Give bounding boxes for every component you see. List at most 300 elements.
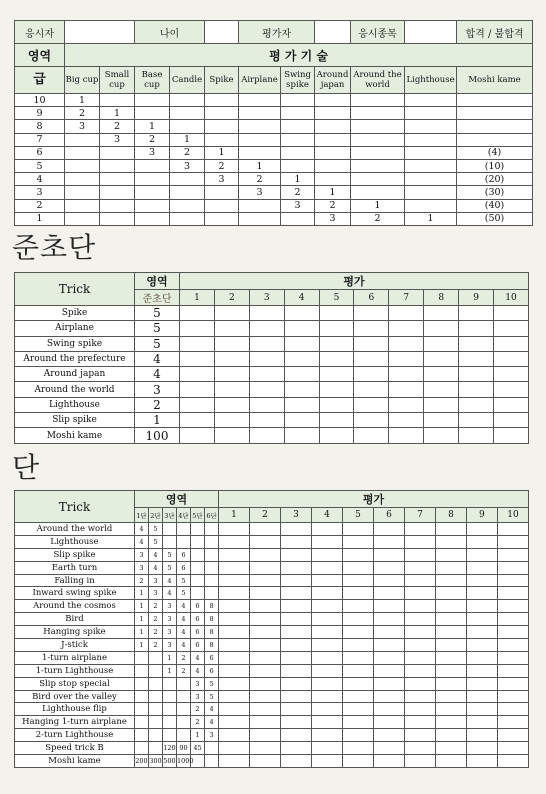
- eval-cell[interactable]: [373, 703, 404, 716]
- eval-cell[interactable]: [466, 523, 497, 536]
- eval-cell[interactable]: [404, 664, 435, 677]
- eval-cell[interactable]: [497, 729, 528, 742]
- eval-cell[interactable]: [424, 321, 459, 336]
- eval-cell[interactable]: [497, 639, 528, 652]
- eval-cell[interactable]: [494, 382, 529, 397]
- eval-cell[interactable]: [281, 639, 312, 652]
- eval-cell[interactable]: [404, 600, 435, 613]
- eval-cell[interactable]: [214, 306, 249, 321]
- eval-cell[interactable]: [319, 413, 354, 428]
- eval-cell[interactable]: [342, 548, 373, 561]
- eval-cell[interactable]: [435, 600, 466, 613]
- eval-cell[interactable]: [373, 690, 404, 703]
- eval-cell[interactable]: [180, 413, 215, 428]
- eval-cell[interactable]: [312, 729, 343, 742]
- eval-cell[interactable]: [466, 716, 497, 729]
- eval-cell[interactable]: [435, 651, 466, 664]
- eval-cell[interactable]: [354, 321, 389, 336]
- eval-cell[interactable]: [459, 382, 494, 397]
- eval-cell[interactable]: [250, 755, 281, 768]
- eval-cell[interactable]: [435, 626, 466, 639]
- eval-cell[interactable]: [312, 574, 343, 587]
- eval-cell[interactable]: [497, 664, 528, 677]
- eval-cell[interactable]: [250, 716, 281, 729]
- eval-cell[interactable]: [373, 600, 404, 613]
- eval-cell[interactable]: [281, 548, 312, 561]
- eval-cell[interactable]: [373, 561, 404, 574]
- eval-cell[interactable]: [435, 574, 466, 587]
- eval-cell[interactable]: [284, 382, 319, 397]
- eval-cell[interactable]: [354, 367, 389, 382]
- eval-cell[interactable]: [319, 321, 354, 336]
- eval-cell[interactable]: [424, 367, 459, 382]
- eval-cell[interactable]: [373, 587, 404, 600]
- eval-cell[interactable]: [404, 548, 435, 561]
- eval-cell[interactable]: [214, 351, 249, 366]
- eval-cell[interactable]: [497, 677, 528, 690]
- eval-cell[interactable]: [404, 677, 435, 690]
- eval-cell[interactable]: [373, 626, 404, 639]
- eval-cell[interactable]: [435, 755, 466, 768]
- eval-cell[interactable]: [435, 742, 466, 755]
- eval-cell[interactable]: [494, 428, 529, 443]
- eval-cell[interactable]: [249, 413, 284, 428]
- eval-cell[interactable]: [354, 351, 389, 366]
- skill-cell: (4): [457, 146, 533, 159]
- eval-cell[interactable]: [435, 690, 466, 703]
- eval-cell[interactable]: [312, 639, 343, 652]
- eval-cell[interactable]: [249, 428, 284, 443]
- eval-cell[interactable]: [284, 397, 319, 412]
- eval-cell[interactable]: [373, 677, 404, 690]
- eval-cell[interactable]: [497, 548, 528, 561]
- eval-cell[interactable]: [250, 703, 281, 716]
- eval-cell[interactable]: [497, 587, 528, 600]
- eval-cell[interactable]: [312, 523, 343, 536]
- eval-cell[interactable]: [219, 561, 250, 574]
- eval-cell[interactable]: [373, 716, 404, 729]
- eval-cell[interactable]: [342, 690, 373, 703]
- eval-cell[interactable]: [459, 351, 494, 366]
- eval-cell[interactable]: [373, 755, 404, 768]
- eval-cell[interactable]: [466, 639, 497, 652]
- eval-cell[interactable]: [249, 382, 284, 397]
- eval-cell[interactable]: [312, 548, 343, 561]
- eval-cell[interactable]: [250, 561, 281, 574]
- eval-cell[interactable]: [459, 397, 494, 412]
- eval-cell[interactable]: [497, 690, 528, 703]
- eval-cell[interactable]: [312, 561, 343, 574]
- eval-cell[interactable]: [389, 413, 424, 428]
- eval-cell[interactable]: [373, 523, 404, 536]
- eval-cell[interactable]: [459, 413, 494, 428]
- trick-row: [15, 535, 529, 548]
- eval-cell[interactable]: [435, 716, 466, 729]
- eval-cell[interactable]: [250, 626, 281, 639]
- eval-cell[interactable]: [435, 639, 466, 652]
- eval-cell[interactable]: [284, 321, 319, 336]
- eval-cell[interactable]: [312, 535, 343, 548]
- eval-cell[interactable]: [404, 561, 435, 574]
- eval-cell[interactable]: [404, 651, 435, 664]
- eval-cell[interactable]: [494, 351, 529, 366]
- eval-cell[interactable]: [250, 523, 281, 536]
- eval-cell[interactable]: [312, 587, 343, 600]
- eval-cell[interactable]: [354, 397, 389, 412]
- eval-cell[interactable]: [389, 306, 424, 321]
- eval-cell[interactable]: [466, 664, 497, 677]
- eval-cell[interactable]: [424, 382, 459, 397]
- eval-cell[interactable]: [281, 716, 312, 729]
- eval-cell[interactable]: [180, 351, 215, 366]
- eval-cell[interactable]: [373, 548, 404, 561]
- eval-cell[interactable]: [342, 729, 373, 742]
- eval-cell[interactable]: [342, 574, 373, 587]
- eval-cell[interactable]: [435, 664, 466, 677]
- eval-cell[interactable]: [281, 742, 312, 755]
- eval-cell[interactable]: [250, 677, 281, 690]
- eval-cell[interactable]: [466, 600, 497, 613]
- eval-cell[interactable]: [404, 742, 435, 755]
- eval-cell[interactable]: [250, 574, 281, 587]
- eval-cell[interactable]: [389, 336, 424, 351]
- eval-cell[interactable]: [389, 428, 424, 443]
- eval-cell[interactable]: [494, 367, 529, 382]
- eval-cell[interactable]: [281, 587, 312, 600]
- eval-cell[interactable]: [342, 664, 373, 677]
- eval-cell[interactable]: [281, 729, 312, 742]
- eval-cell[interactable]: [354, 428, 389, 443]
- eval-cell[interactable]: [459, 336, 494, 351]
- eval-cell[interactable]: [435, 548, 466, 561]
- eval-cell[interactable]: [342, 639, 373, 652]
- eval-cell[interactable]: [424, 306, 459, 321]
- eval-cell[interactable]: [312, 742, 343, 755]
- eval-cell[interactable]: [494, 306, 529, 321]
- eval-cell[interactable]: [497, 716, 528, 729]
- eval-cell[interactable]: [284, 336, 319, 351]
- eval-cell[interactable]: [354, 306, 389, 321]
- eval-cell[interactable]: [373, 664, 404, 677]
- eval-cell[interactable]: [250, 664, 281, 677]
- trick-row: [15, 321, 529, 336]
- eval-cell[interactable]: [250, 600, 281, 613]
- eval-cell[interactable]: [312, 664, 343, 677]
- eval-cell[interactable]: [219, 548, 250, 561]
- eval-cell[interactable]: [281, 755, 312, 768]
- eval-cell[interactable]: [249, 351, 284, 366]
- eval-cell[interactable]: [249, 397, 284, 412]
- eval-cell[interactable]: [250, 729, 281, 742]
- eval-cell[interactable]: [497, 613, 528, 626]
- eval-cell[interactable]: [250, 613, 281, 626]
- eval-cell[interactable]: [404, 690, 435, 703]
- eval-cell[interactable]: [219, 651, 250, 664]
- trick-row: [15, 703, 529, 716]
- eval-cell[interactable]: [281, 677, 312, 690]
- eval-cell[interactable]: [404, 639, 435, 652]
- eval-cell[interactable]: [219, 690, 250, 703]
- eval-cell[interactable]: [281, 523, 312, 536]
- eval-cell[interactable]: [404, 587, 435, 600]
- eval-cell[interactable]: [494, 321, 529, 336]
- eval-cell[interactable]: [219, 755, 250, 768]
- eval-cell[interactable]: [342, 613, 373, 626]
- eval-cell[interactable]: [250, 690, 281, 703]
- skill-cell: [457, 94, 533, 107]
- eval-cell[interactable]: [424, 351, 459, 366]
- eval-cell[interactable]: [281, 651, 312, 664]
- eval-cell[interactable]: [319, 367, 354, 382]
- eval-cell[interactable]: [466, 574, 497, 587]
- eval-cell[interactable]: [435, 587, 466, 600]
- eval-cell[interactable]: [435, 523, 466, 536]
- eval-cell[interactable]: [281, 626, 312, 639]
- eval-cell[interactable]: [342, 600, 373, 613]
- eval-cell[interactable]: [214, 428, 249, 443]
- eval-cell[interactable]: [435, 677, 466, 690]
- evaluator-field[interactable]: [315, 21, 351, 44]
- eval-cell[interactable]: [373, 729, 404, 742]
- eval-cell[interactable]: [389, 367, 424, 382]
- eval-cell[interactable]: [497, 523, 528, 536]
- eval-cell[interactable]: [180, 367, 215, 382]
- eval-cell[interactable]: [214, 321, 249, 336]
- eval-cell[interactable]: [281, 690, 312, 703]
- eval-cell[interactable]: [214, 336, 249, 351]
- eval-cell[interactable]: [497, 703, 528, 716]
- eval-cell[interactable]: [250, 587, 281, 600]
- eval-cell[interactable]: [281, 574, 312, 587]
- eval-cell[interactable]: [284, 367, 319, 382]
- eval-cell[interactable]: [219, 729, 250, 742]
- eval-cell[interactable]: [219, 600, 250, 613]
- eval-cell[interactable]: [312, 613, 343, 626]
- eval-cell[interactable]: [435, 561, 466, 574]
- eval-cell[interactable]: [373, 535, 404, 548]
- eval-cell[interactable]: [281, 600, 312, 613]
- eval-cell[interactable]: [284, 428, 319, 443]
- eval-cell[interactable]: [342, 677, 373, 690]
- eval-cell[interactable]: [219, 535, 250, 548]
- eval-cell[interactable]: [219, 742, 250, 755]
- eval-cell[interactable]: [250, 535, 281, 548]
- eval-cell[interactable]: [459, 321, 494, 336]
- eval-cell[interactable]: [219, 587, 250, 600]
- skill-cell: [405, 199, 457, 212]
- eval-cell[interactable]: [404, 613, 435, 626]
- eval-cell[interactable]: [424, 336, 459, 351]
- eval-cell[interactable]: [249, 306, 284, 321]
- eval-cell[interactable]: [373, 613, 404, 626]
- eval-cell[interactable]: [466, 729, 497, 742]
- eval-cell[interactable]: [459, 306, 494, 321]
- eval-cell[interactable]: [312, 600, 343, 613]
- eval-cell[interactable]: [494, 336, 529, 351]
- eval-cell[interactable]: [466, 587, 497, 600]
- eval-cell[interactable]: [435, 535, 466, 548]
- eval-cell[interactable]: [219, 574, 250, 587]
- eval-cell[interactable]: [497, 651, 528, 664]
- eval-cell[interactable]: [354, 413, 389, 428]
- eval-cell[interactable]: [497, 626, 528, 639]
- eval-cell[interactable]: [219, 626, 250, 639]
- eval-cell[interactable]: [312, 716, 343, 729]
- eval-cell[interactable]: [319, 336, 354, 351]
- eval-cell[interactable]: [466, 651, 497, 664]
- eval-cell[interactable]: [342, 561, 373, 574]
- eval-cell[interactable]: [249, 336, 284, 351]
- area-sub-header: 준초단: [135, 290, 180, 306]
- eval-cell[interactable]: [219, 664, 250, 677]
- eval-cell[interactable]: [497, 561, 528, 574]
- eval-cell[interactable]: [404, 729, 435, 742]
- eval-cell[interactable]: [342, 716, 373, 729]
- eval-cell[interactable]: [389, 321, 424, 336]
- dan-column-header: 1단: [135, 508, 149, 523]
- eval-cell[interactable]: [219, 716, 250, 729]
- eval-cell[interactable]: [249, 321, 284, 336]
- skill-cell: [405, 120, 457, 133]
- dan-value: [149, 677, 163, 690]
- eval-cell[interactable]: [497, 742, 528, 755]
- eval-cell[interactable]: [319, 351, 354, 366]
- dan-value: [177, 535, 191, 548]
- eval-cell[interactable]: [466, 742, 497, 755]
- eval-cell[interactable]: [354, 382, 389, 397]
- eval-cell[interactable]: [180, 306, 215, 321]
- eval-cell[interactable]: [214, 382, 249, 397]
- eval-cell[interactable]: [424, 428, 459, 443]
- eval-cell[interactable]: [404, 703, 435, 716]
- eval-cell[interactable]: [435, 703, 466, 716]
- eval-cell[interactable]: [342, 523, 373, 536]
- eval-cell[interactable]: [459, 367, 494, 382]
- eval-cell[interactable]: [214, 413, 249, 428]
- eval-cell[interactable]: [389, 397, 424, 412]
- exam-item-field[interactable]: [405, 21, 457, 44]
- eval-cell[interactable]: [466, 677, 497, 690]
- eval-cell[interactable]: [466, 561, 497, 574]
- eval-cell[interactable]: [342, 587, 373, 600]
- eval-cell[interactable]: [180, 321, 215, 336]
- eval-cell[interactable]: [373, 742, 404, 755]
- eval-cell[interactable]: [319, 428, 354, 443]
- skill-cell: [239, 94, 281, 107]
- eval-cell[interactable]: [497, 574, 528, 587]
- eval-cell[interactable]: [284, 306, 319, 321]
- eval-cell[interactable]: [342, 742, 373, 755]
- eval-cell[interactable]: [250, 742, 281, 755]
- eval-cell[interactable]: [354, 336, 389, 351]
- eval-cell[interactable]: [312, 651, 343, 664]
- eval-cell[interactable]: [424, 413, 459, 428]
- eval-cell[interactable]: [497, 535, 528, 548]
- eval-cell[interactable]: [497, 755, 528, 768]
- eval-cell[interactable]: [373, 574, 404, 587]
- eval-cell[interactable]: [404, 716, 435, 729]
- trick-row: [15, 561, 529, 574]
- eval-cell[interactable]: [312, 677, 343, 690]
- eval-cell[interactable]: [319, 382, 354, 397]
- eval-cell[interactable]: [214, 397, 249, 412]
- eval-cell[interactable]: [389, 382, 424, 397]
- eval-cell[interactable]: [342, 626, 373, 639]
- age-field[interactable]: [205, 21, 239, 44]
- eval-cell[interactable]: [424, 397, 459, 412]
- eval-cell[interactable]: [284, 351, 319, 366]
- eval-cell[interactable]: [466, 755, 497, 768]
- eval-cell[interactable]: [494, 413, 529, 428]
- eval-cell[interactable]: [342, 651, 373, 664]
- eval-cell[interactable]: [219, 613, 250, 626]
- eval-cell[interactable]: [250, 639, 281, 652]
- eval-cell[interactable]: [219, 703, 250, 716]
- dan-value: [205, 535, 219, 548]
- eval-cell[interactable]: [284, 413, 319, 428]
- eval-cell[interactable]: [459, 428, 494, 443]
- eval-cell[interactable]: [180, 336, 215, 351]
- eval-cell[interactable]: [435, 729, 466, 742]
- eval-cell[interactable]: [312, 626, 343, 639]
- eval-cell[interactable]: [219, 677, 250, 690]
- eval-cell[interactable]: [373, 651, 404, 664]
- applicant-field[interactable]: [65, 21, 135, 44]
- eval-cell[interactable]: [180, 397, 215, 412]
- eval-cell[interactable]: [250, 651, 281, 664]
- eval-cell[interactable]: [389, 351, 424, 366]
- eval-cell[interactable]: [281, 561, 312, 574]
- eval-cell[interactable]: [342, 703, 373, 716]
- eval-cell[interactable]: [219, 639, 250, 652]
- eval-cell[interactable]: [404, 626, 435, 639]
- eval-cell[interactable]: [466, 690, 497, 703]
- eval-cell[interactable]: [214, 367, 249, 382]
- eval-cell[interactable]: [404, 535, 435, 548]
- eval-cell[interactable]: [312, 755, 343, 768]
- eval-cell[interactable]: [219, 523, 250, 536]
- eval-cell[interactable]: [319, 397, 354, 412]
- eval-cell[interactable]: [497, 600, 528, 613]
- eval-cell[interactable]: [342, 535, 373, 548]
- eval-cell[interactable]: [466, 535, 497, 548]
- eval-cell[interactable]: [281, 613, 312, 626]
- eval-cell[interactable]: [404, 523, 435, 536]
- eval-cell[interactable]: [466, 626, 497, 639]
- eval-cell[interactable]: [281, 535, 312, 548]
- eval-cell[interactable]: [435, 613, 466, 626]
- eval-cell[interactable]: [404, 755, 435, 768]
- eval-cell[interactable]: [466, 548, 497, 561]
- eval-cell[interactable]: [342, 755, 373, 768]
- eval-cell[interactable]: [249, 367, 284, 382]
- eval-cell[interactable]: [180, 382, 215, 397]
- eval-cell[interactable]: [466, 703, 497, 716]
- skill-cell: (10): [457, 159, 533, 172]
- eval-cell[interactable]: [281, 703, 312, 716]
- eval-cell[interactable]: [466, 613, 497, 626]
- eval-cell[interactable]: [312, 690, 343, 703]
- eval-cell[interactable]: [180, 428, 215, 443]
- eval-cell[interactable]: [404, 574, 435, 587]
- dan-value: 5: [177, 574, 191, 587]
- eval-cell[interactable]: [319, 306, 354, 321]
- eval-cell[interactable]: [281, 664, 312, 677]
- eval-cell[interactable]: [494, 397, 529, 412]
- eval-cell[interactable]: [312, 703, 343, 716]
- eval-cell[interactable]: [250, 548, 281, 561]
- eval-cell[interactable]: [373, 639, 404, 652]
